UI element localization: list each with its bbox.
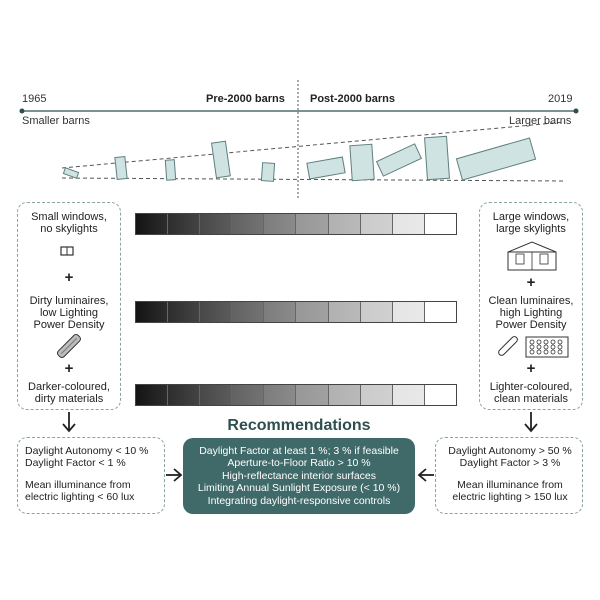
gradient-cell: [361, 302, 393, 322]
recommendation-item: Daylight Factor at least 1 %; 3 % if feasible: [199, 444, 399, 457]
gradient-cell: [393, 385, 425, 405]
gradient-cell: [329, 385, 361, 405]
gradient-cell: [425, 214, 456, 234]
gradient-cell: [296, 385, 328, 405]
side-arrows: [0, 460, 600, 490]
luminance-gradient-bar: [135, 213, 457, 235]
gradient-cell: [296, 214, 328, 234]
recommendation-item: Integrating daylight-responsive controls: [207, 494, 391, 507]
plus-sign: +: [64, 360, 74, 377]
larger-barns-label: Larger barns: [509, 115, 572, 127]
gradient-cell: [232, 214, 264, 234]
gradient-cell: [361, 214, 393, 234]
gradient-cell: [136, 214, 168, 234]
timeline-end-dot: [574, 109, 579, 114]
recommendation-item: Limiting Annual Sunlight Exposure (< 10 %): [197, 482, 401, 495]
gradient-cell: [264, 302, 296, 322]
barn-footprint: [350, 144, 374, 180]
gradient-cell: [329, 214, 361, 234]
right-item2-text: Clean luminaires, high Lighting Power Density: [488, 295, 574, 331]
recommendation-item: High-reflectance interior surfaces: [221, 469, 377, 482]
gradient-cell: [136, 385, 168, 405]
small-window-icon: [59, 244, 77, 258]
left-results-text: Daylight Autonomy < 10 % Daylight Factor < 1 % Mean illuminance from electric lighting < 60 lux: [25, 445, 149, 503]
barn-footprint: [212, 141, 231, 178]
gradient-cell: [393, 302, 425, 322]
led-panel-icon: [525, 336, 569, 358]
gradient-cell: [393, 214, 425, 234]
pre-2000-label: Pre-2000 barns: [206, 93, 285, 105]
plus-sign: +: [526, 360, 536, 377]
gradient-cell: [136, 302, 168, 322]
gradient-cell: [329, 302, 361, 322]
barn-footprint: [63, 168, 78, 178]
post-2000-label: Post-2000 barns: [310, 93, 395, 105]
right-results-text: Daylight Autonomy > 50 % Daylight Factor > 3 % Mean illuminance from electric lighting > 150 lux: [448, 445, 572, 503]
gradient-cell: [425, 385, 456, 405]
tube-luminaire-icon: [54, 332, 84, 360]
gradient-cell: [232, 385, 264, 405]
tube-luminaire-icon: [496, 334, 520, 358]
right-item3-text: Lighter-coloured, clean materials: [489, 381, 573, 405]
barn-footprint: [165, 160, 175, 181]
plus-sign: +: [64, 269, 74, 286]
recommendations-title: Recommendations: [227, 417, 371, 434]
barn-footprint: [115, 157, 127, 180]
gradient-cell: [200, 385, 232, 405]
gradient-cell: [168, 214, 200, 234]
recommendation-item: Aperture-to-Floor Ratio > 10 %: [227, 457, 371, 470]
barn-footprint: [377, 144, 422, 176]
gradient-cell: [168, 385, 200, 405]
left-item2-text: Dirty luminaires, low Lighting Power Density: [29, 295, 109, 331]
gradient-cell: [425, 302, 456, 322]
gradient-cell: [200, 302, 232, 322]
left-item1-text: Small windows, no skylights: [31, 211, 107, 235]
gradient-cell: [264, 385, 296, 405]
end-year: 2019: [548, 93, 573, 105]
luminance-gradient-bar: [135, 301, 457, 323]
barn-footprint: [456, 138, 535, 180]
gradient-cell: [361, 385, 393, 405]
gradient-cell: [232, 302, 264, 322]
gradient-cell: [296, 302, 328, 322]
timeline-start-dot: [20, 109, 25, 114]
right-item1-text: Large windows, large skylights: [492, 211, 570, 235]
barn-footprint: [307, 157, 345, 179]
luminance-gradient-bar: [135, 384, 457, 406]
barn-footprint: [261, 163, 274, 182]
gradient-cell: [200, 214, 232, 234]
gradient-cell: [168, 302, 200, 322]
smaller-barns-label: Smaller barns: [22, 115, 90, 127]
timeline-graphic: [0, 0, 600, 200]
plus-sign: +: [526, 274, 536, 291]
start-year: 1965: [22, 93, 47, 105]
left-item3-text: Darker-coloured, dirty materials: [28, 381, 110, 405]
barn-footprint: [425, 136, 450, 179]
barn-skylight-icon: [506, 238, 558, 272]
gradient-cell: [264, 214, 296, 234]
